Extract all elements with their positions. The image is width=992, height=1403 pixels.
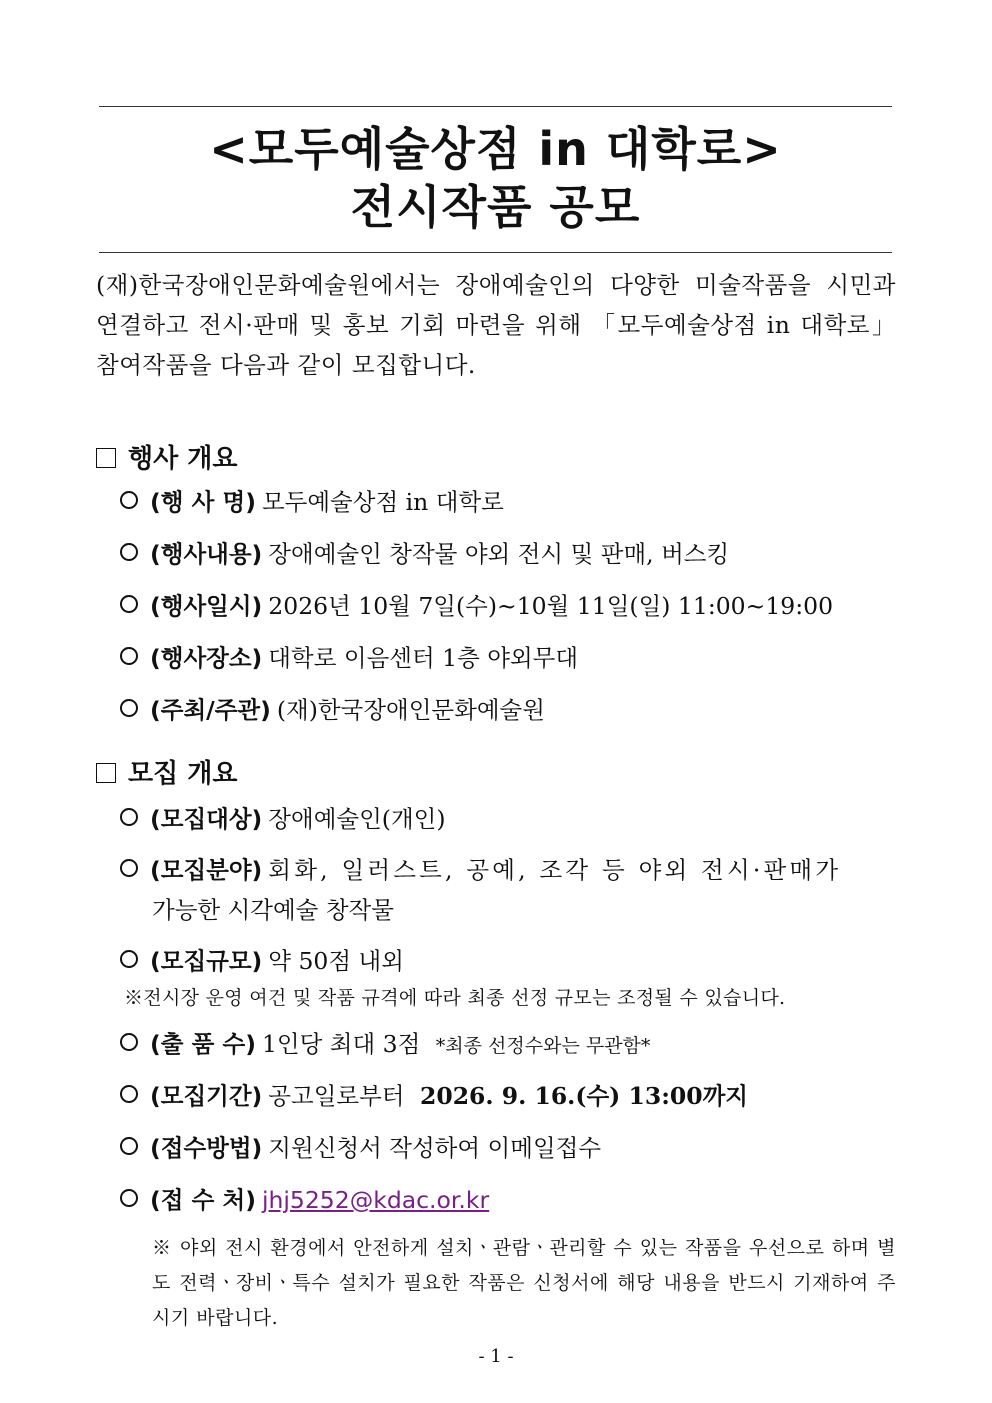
item-label: (주최/주관) xyxy=(150,696,271,724)
title-line-2: 전시작품 공모 xyxy=(350,180,641,234)
recruit-item-scale xyxy=(120,946,896,976)
event-item-name xyxy=(120,487,896,517)
circle-bullet-icon xyxy=(120,699,138,717)
intro-text: (재)한국장애인문화예술원에서는 장애예술인의 다양한 미술작품을 시민과 연결하고 전시·판매 및 홍보 기회 마련을 위해 「모두예술상점 in 대학로」 참여작품을 다음과 같이 모집합니다. xyxy=(96,271,896,379)
item-label: (접수방법) xyxy=(150,1134,263,1162)
page-number: - 1 - xyxy=(478,1346,514,1367)
item-value: 지원신청서 작성하여 이메일접수 xyxy=(268,1134,602,1162)
title-bottom-rule xyxy=(99,252,892,253)
installation-note: ※ 야외 전시 환경에서 안전하게 설치ㆍ관람ㆍ관리할 수 있는 작품을 우선으로 하며 별도 전력ㆍ장비ㆍ특수 설치가 필요한 작품은 신청서에 해당 내용을 반드시 기재하여 주시기 바랍니다. xyxy=(152,1237,896,1329)
item-value: 1인당 최대 3점 xyxy=(261,1030,421,1058)
recruit-item-contact xyxy=(120,1185,896,1215)
item-value: 대학로 이음센터 1층 야외무대 xyxy=(268,644,579,672)
item-label: (행사내용) xyxy=(150,540,263,568)
scale-note: ※전시장 운영 여건 및 작품 규격에 따라 최종 선정 규모는 조정될 수 있습니다. xyxy=(124,987,786,1009)
circle-bullet-icon xyxy=(120,1189,138,1207)
item-label: (접 수 처) xyxy=(150,1186,256,1214)
item-value: 약 50점 내외 xyxy=(268,947,404,975)
circle-bullet-icon xyxy=(120,808,138,826)
circle-bullet-icon xyxy=(120,1085,138,1103)
checkbox-square-icon xyxy=(96,448,116,468)
item-value: (재)한국장애인문화예술원 xyxy=(276,696,545,724)
recruit-item-method xyxy=(120,1133,896,1163)
circle-bullet-icon xyxy=(120,859,138,877)
item-label: (출 품 수) xyxy=(150,1030,256,1058)
item-value: 공고일로부터 xyxy=(268,1082,405,1110)
recruit-item-count xyxy=(120,1029,896,1061)
recruit-heading-text: 모집 개요 xyxy=(128,759,238,789)
circle-bullet-icon xyxy=(120,1033,138,1051)
event-item-venue xyxy=(120,643,896,673)
recruit-item-period xyxy=(120,1081,896,1111)
event-item-datetime xyxy=(120,591,896,621)
item-label: (모집분야) xyxy=(150,856,263,884)
checkbox-square-icon xyxy=(96,763,116,783)
item-value: 장애예술인 창작물 야외 전시 및 판매, 버스킹 xyxy=(268,540,730,568)
event-heading-text: 행사 개요 xyxy=(128,444,238,474)
event-item-host xyxy=(120,695,896,725)
item-value: 모두예술상점 in 대학로 xyxy=(261,488,504,516)
item-label: (행사일시) xyxy=(150,592,263,620)
item-value-continued: 가능한 시각예술 창작물 xyxy=(152,896,394,924)
item-inline-note: *최종 선정수와는 무관함* xyxy=(435,1035,651,1057)
item-label: (모집대상) xyxy=(150,805,263,833)
item-value: 회화, 일러스트, 공예, 조각 등 야외 전시·판매가 xyxy=(268,856,842,884)
circle-bullet-icon xyxy=(120,647,138,665)
circle-bullet-icon xyxy=(120,491,138,509)
contact-email-link[interactable]: jhj5252@kdac.or.kr xyxy=(261,1186,490,1214)
title-line-1: <모두예술상점 in 대학로> xyxy=(209,122,782,176)
circle-bullet-icon xyxy=(120,543,138,561)
intro-paragraph xyxy=(96,265,896,385)
circle-bullet-icon xyxy=(120,595,138,613)
circle-bullet-icon xyxy=(120,950,138,968)
item-deadline: 2026. 9. 16.(수) 13:00까지 xyxy=(420,1082,748,1110)
item-value: 2026년 10월 7일(수)~10월 11일(일) 11:00~19:00 xyxy=(268,592,834,620)
recruit-item-target xyxy=(120,804,896,834)
item-label: (모집기간) xyxy=(150,1082,263,1110)
item-label: (행 사 명) xyxy=(150,488,256,516)
event-item-content xyxy=(120,539,896,569)
recruit-section-heading xyxy=(96,759,238,789)
item-label: (모집규모) xyxy=(150,947,263,975)
recruit-item-field xyxy=(120,855,896,925)
circle-bullet-icon xyxy=(120,1137,138,1155)
item-label: (행사장소) xyxy=(150,644,263,672)
top-rule xyxy=(99,106,892,107)
item-value: 장애예술인(개인) xyxy=(268,805,446,833)
event-section-heading xyxy=(96,444,238,474)
